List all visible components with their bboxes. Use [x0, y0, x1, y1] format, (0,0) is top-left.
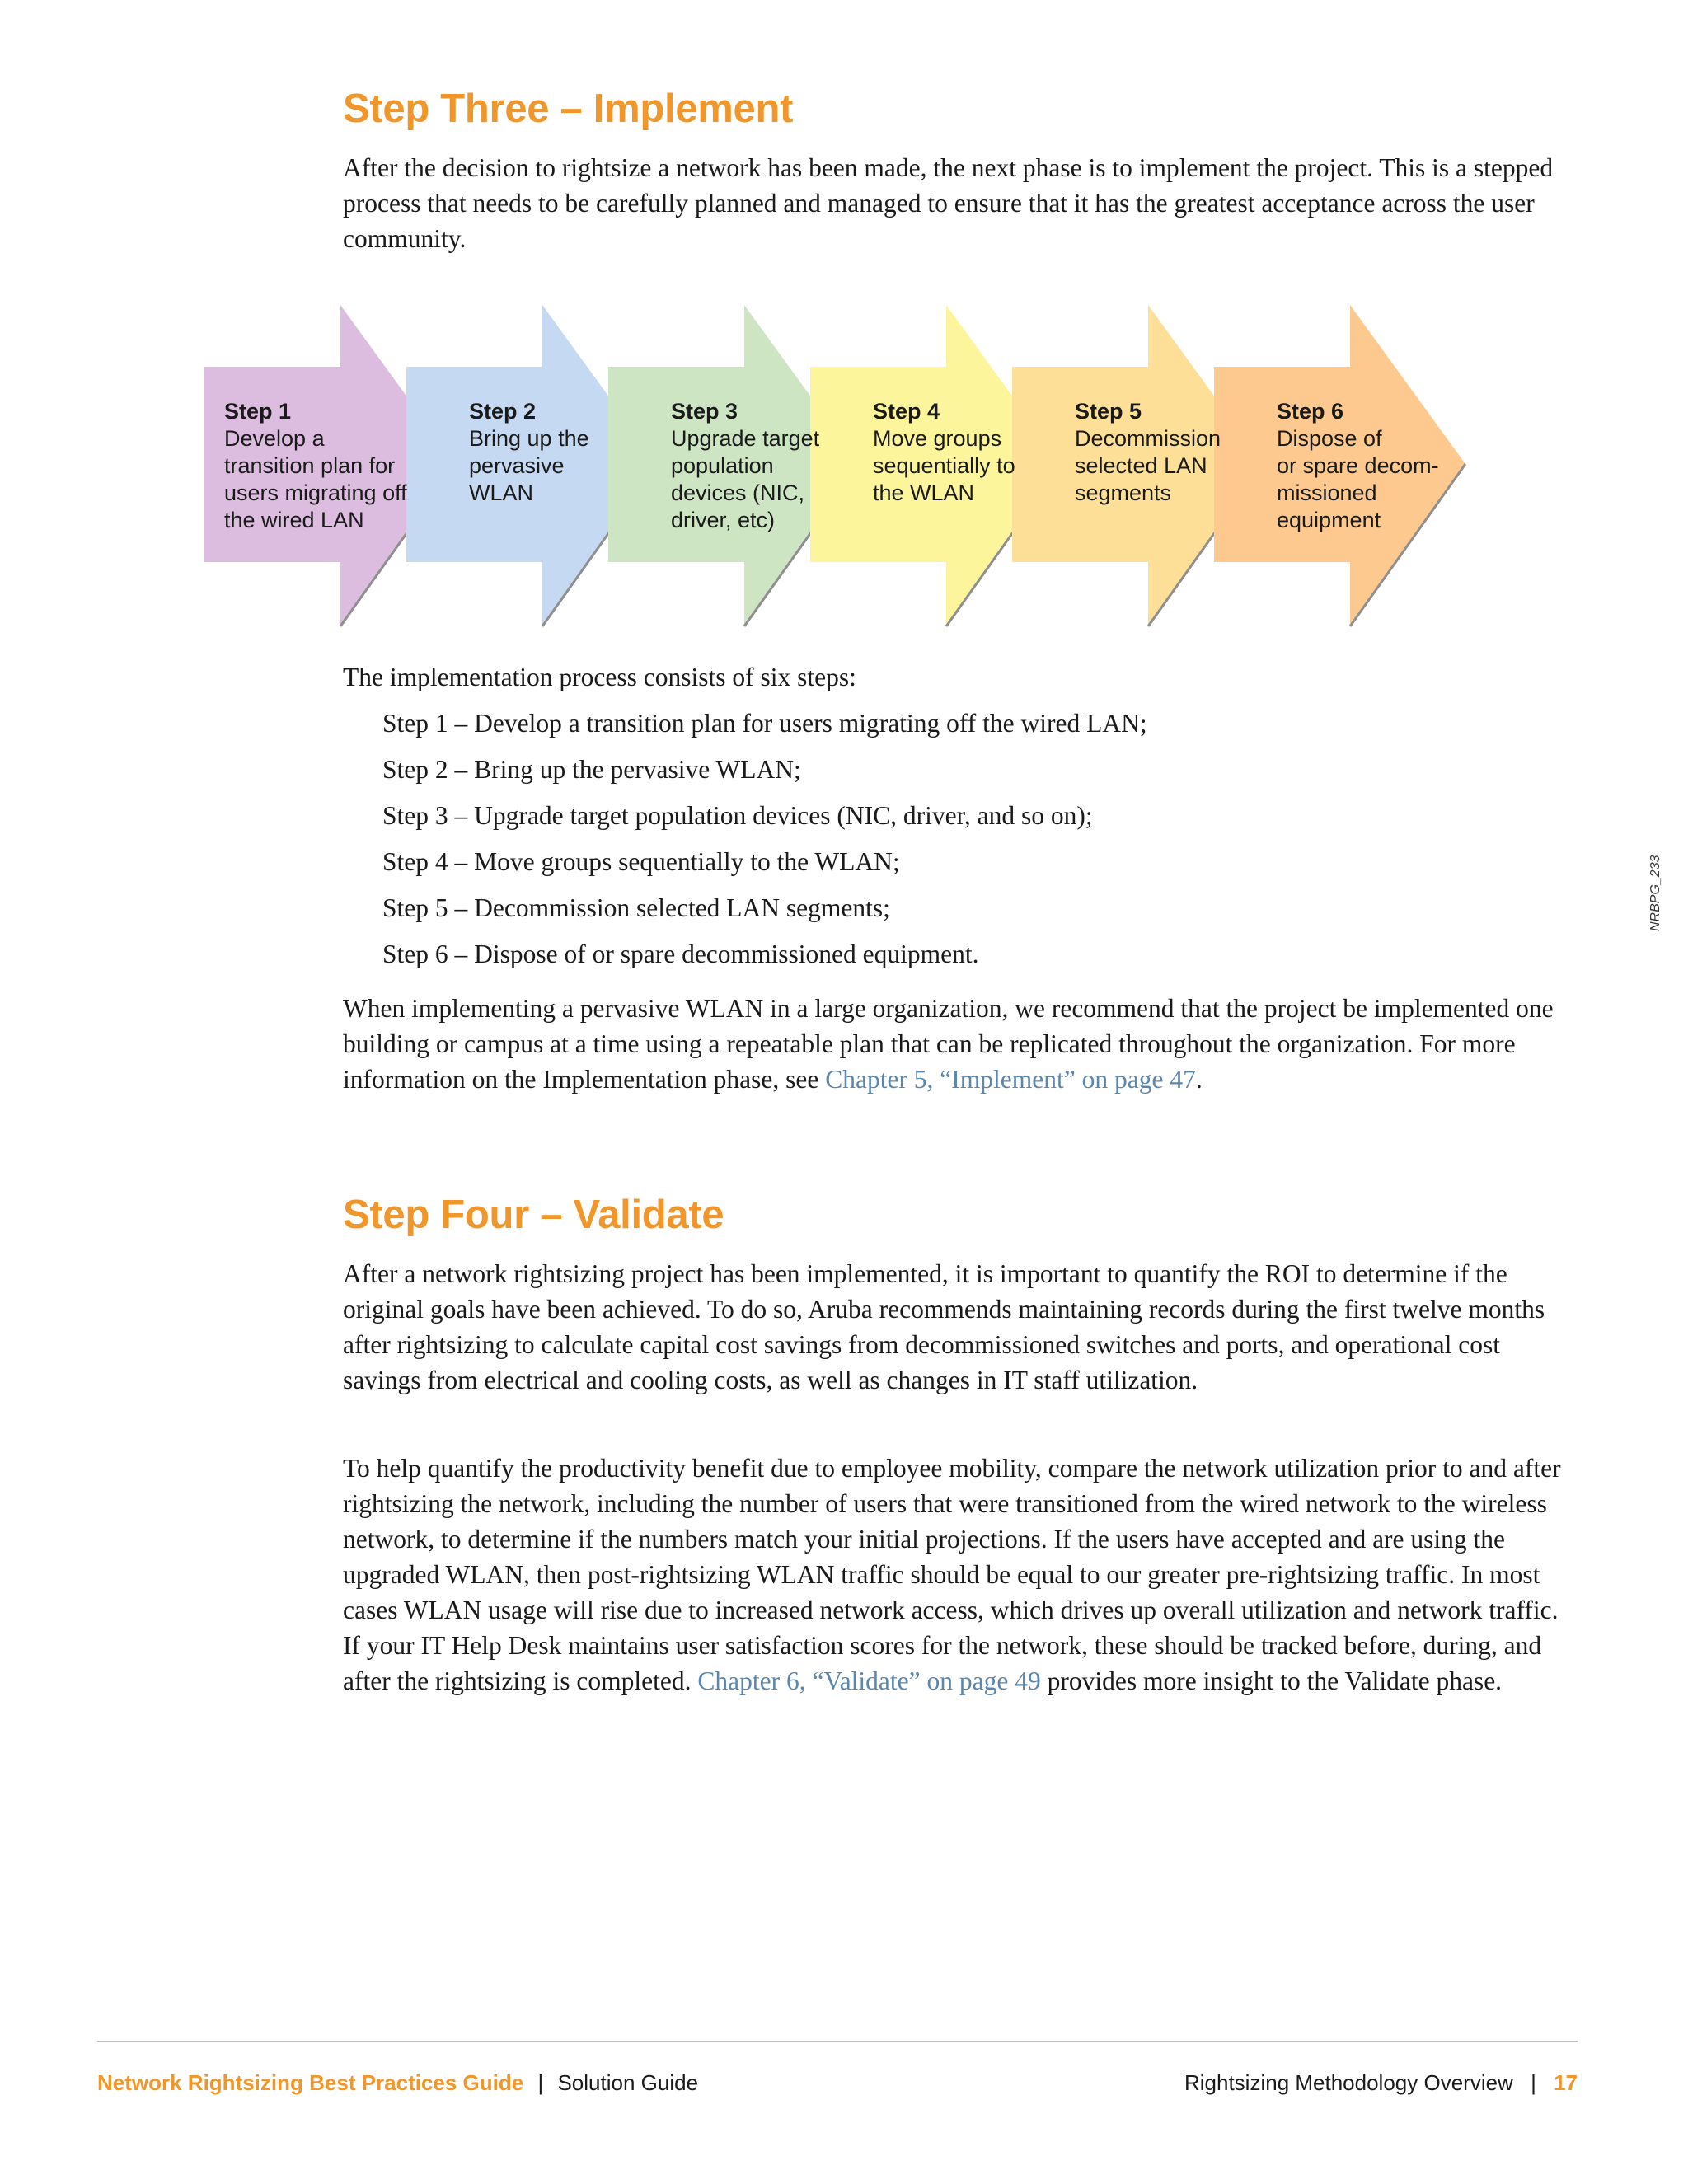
list-item: Step 5 – Decommission selected LAN segments; — [382, 893, 890, 922]
step-description-line: Upgrade target — [671, 426, 820, 451]
step-label-3 — [671, 398, 819, 534]
list-item: Step 2 – Bring up the pervasive WLAN; — [382, 755, 801, 784]
step-description-line: Move groups — [873, 426, 1002, 451]
chapter-6-link[interactable]: Chapter 6, “Validate” on page 49 — [697, 1666, 1041, 1695]
process-step-list — [382, 705, 1147, 982]
chapter-5-link[interactable]: Chapter 5, “Implement” on page 47 — [825, 1065, 1196, 1094]
validate-paragraph-2 — [343, 1451, 1579, 1699]
step-description-line: the wired LAN — [224, 508, 364, 532]
step-title: Step 5 — [1075, 399, 1142, 424]
step-title: Step 4 — [873, 399, 940, 424]
step-description-line: equipment — [1277, 508, 1381, 532]
step-description-line: selected LAN — [1075, 453, 1207, 478]
step-description-line: driver, etc) — [671, 508, 776, 532]
step-description-line: sequentially to — [873, 453, 1015, 478]
step-description-line: or spare decom- — [1277, 453, 1439, 478]
step-description-line: the WLAN — [873, 480, 975, 505]
section-heading-validate: Step Four – Validate — [343, 1193, 724, 1237]
step-label-6 — [1277, 398, 1439, 534]
step-label-1 — [224, 398, 407, 534]
step-label-4 — [873, 398, 1015, 507]
validate-paragraph-1: After a network rightsizing project has been implemented, it is important to quantify the ROI to determine if the original goals have been achieved. To do so, Aruba recommends maintaining records during the first twelve months after rightsizing to calculate capital cost savings from decommissioned switches and ports, and operational cost savings from electrical and cooling costs, as well as changes in IT staff utilization. — [343, 1259, 1545, 1394]
step-description-line: users migrating off — [224, 480, 407, 505]
step-description-line: segments — [1075, 480, 1172, 505]
list-item: Step 6 – Dispose of or spare decommissioned equipment. — [382, 940, 979, 968]
step-description-line: transition plan for — [224, 453, 396, 478]
process-lead-text: The implementation process consists of six steps: — [343, 663, 856, 691]
validate-text: To help quantify the productivity benefit due to employee mobility, compare the network utilization prior to and after rightsizing the network, including the number of users that were transitioned from the wired network to the wireless network, to determine if the numbers match your initial projections. If the users have accepted and are using the upgraded WLAN, then post-rightsizing WLAN traffic should be equal to our greater pre-rightsizing traffic. In most cases WLAN usage will rise due to increased network access, which drives up overall utilization and network traffic. If your IT Help Desk maintains user satisfaction scores for the network, these should be tracked before, during, and after the rightsizing is completed. — [343, 1454, 1561, 1695]
list-item: Step 3 – Upgrade target population devices (NIC, driver, and so on); — [382, 801, 1093, 830]
list-item: Step 1 – Develop a transition plan for users migrating off the wired LAN; — [382, 709, 1147, 738]
footer-guide-type: Solution Guide — [557, 2070, 699, 2095]
step-title: Step 6 — [1277, 399, 1344, 424]
step-description-line: Bring up the — [469, 426, 589, 451]
footer-page-number: 17 — [1554, 2070, 1578, 2095]
footer-divider — [97, 2041, 1578, 2042]
step-title: Step 3 — [671, 399, 738, 424]
footer-left — [97, 2070, 698, 2096]
footer-right — [1184, 2070, 1578, 2096]
section-heading-implement: Step Three – Implement — [343, 87, 794, 131]
closing-text: When implementing a pervasive WLAN in a large organization, we recommend that the project be implemented one building or campus at a time using a repeatable plan that can be replicated throughout the organization. For more information on the Implementation phase, see — [343, 994, 1554, 1094]
footer-chapter: Rightsizing Methodology Overview — [1184, 2070, 1513, 2095]
step-description-line: missioned — [1277, 480, 1377, 505]
step-description-line: devices (NIC, — [671, 480, 805, 505]
closing-end: . — [1195, 1065, 1203, 1094]
step-description-line: Develop a — [224, 426, 325, 451]
step-description-line: pervasive — [469, 453, 565, 478]
step-description-line: WLAN — [469, 480, 534, 505]
step-title: Step 1 — [224, 399, 292, 424]
footer-separator-right: | — [1531, 2070, 1536, 2095]
validate-end: provides more insight to the Validate phase. — [1040, 1666, 1503, 1695]
step-description-line: population — [671, 453, 774, 478]
step-title: Step 2 — [469, 399, 537, 424]
figure-id-label: NRBPG_233 — [1648, 855, 1662, 931]
implement-intro-paragraph: After the decision to rightsize a network has been made, the next phase is to implement the project. This is a stepped process that needs to be carefully planned and managed to ensure that it has the greatest acceptance across the user community. — [343, 153, 1554, 253]
step-description-line: Decommission — [1075, 426, 1221, 451]
footer-separator: | — [537, 2070, 544, 2095]
step-label-2 — [469, 398, 589, 507]
step-description-line: Dispose of — [1277, 426, 1382, 451]
step-label-5 — [1075, 398, 1221, 507]
footer-guide-title: Network Rightsizing Best Practices Guide — [97, 2070, 524, 2095]
implement-closing-paragraph — [343, 991, 1579, 1097]
list-item: Step 4 – Move groups sequentially to the WLAN; — [382, 847, 900, 876]
